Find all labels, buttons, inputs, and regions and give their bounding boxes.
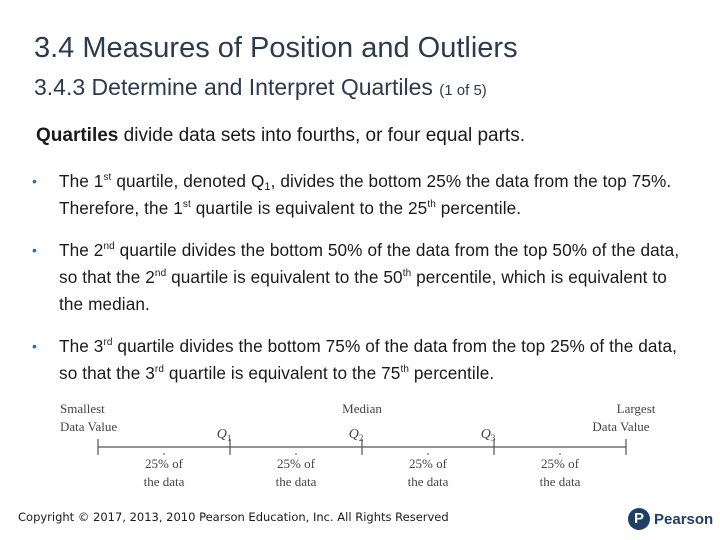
bullet-text-part: nd <box>154 268 167 279</box>
bullet-item <box>32 333 692 387</box>
median-label: Median <box>342 401 382 416</box>
bullet-text-part: , divides the bottom 25% the data from the top 75%. Therefore, the 1 <box>59 171 672 218</box>
bullet-text-part: th <box>427 199 436 210</box>
bullet-dot-icon: • <box>32 242 38 258</box>
quartile-letter: Q <box>480 427 491 442</box>
segment-label-line1: 25% of <box>409 456 447 471</box>
segment-label-line1: 25% of <box>145 456 183 471</box>
intro-term: Quartiles <box>36 125 119 146</box>
segment-label-line2: the data <box>407 474 449 489</box>
segment-label-line1: 25% of <box>541 456 579 471</box>
slide-subtitle <box>34 74 487 101</box>
subtitle-text: 3.4.3 Determine and Interpret Quartiles <box>34 74 433 100</box>
bullet-text-part: nd <box>103 241 115 252</box>
bullet-text-part: quartile, denoted Q <box>111 171 265 191</box>
bullet-text-part: th <box>400 364 409 375</box>
quartile-label <box>481 427 496 443</box>
quartile-diagram <box>50 395 680 500</box>
bullet-text-part: percentile, which is equivalent to the median. <box>59 267 667 314</box>
quartile-letter: Q <box>348 427 359 442</box>
bullet-text-part: percentile. <box>409 363 495 383</box>
bullet-item <box>32 237 692 318</box>
bullet-text-part: quartile is equivalent to the 50 <box>166 267 403 287</box>
bullet-text-part: rd <box>154 364 164 375</box>
bullet-dot-icon: • <box>32 338 38 354</box>
intro-rest: divide data sets into fourths, or four equal parts. <box>118 125 525 146</box>
bullet-text-part: quartile is equivalent to the 25 <box>190 198 428 218</box>
segment-label-line2: the data <box>275 474 317 489</box>
bullet-text-part: quartile divides the bottom 75% of the data from the top 25% of the data, so that the 3 <box>59 336 677 383</box>
bullet-list <box>32 168 692 387</box>
quartile-label <box>217 427 232 443</box>
bullet-text-part: 1 <box>264 181 271 193</box>
bullet-text-part: st <box>103 172 112 183</box>
right-end-label-line1: Largest <box>616 401 656 416</box>
bullet-text-part: quartile divides the bottom 50% of the data from the top 50% of the data, so that the 2 <box>59 240 680 287</box>
bullet-text-part: st <box>182 199 191 210</box>
bullet-item <box>32 168 692 222</box>
quartile-subscript: 3 <box>490 433 496 443</box>
right-end-label-line2: Data Value <box>592 419 650 434</box>
pearson-logo <box>628 508 713 530</box>
left-end-label-line1: Smallest <box>60 401 105 416</box>
bullet-text-part: quartile is equivalent to the 75 <box>164 363 401 383</box>
quartile-subscript: 2 <box>358 433 364 443</box>
pearson-wordmark: Pearson <box>654 510 714 528</box>
intro-text <box>36 125 525 147</box>
bullet-text-part: percentile. <box>435 198 522 218</box>
quartile-letter: Q <box>216 427 227 442</box>
slide-title: 3.4 Measures of Position and Outliers <box>34 32 518 64</box>
segment-label-line2: the data <box>143 474 185 489</box>
pearson-mark-icon: P <box>628 508 650 530</box>
bullet-text-part: The 3 <box>59 336 104 356</box>
segment-label-line2: the data <box>539 474 581 489</box>
left-end-label-line2: Data Value <box>60 419 118 434</box>
segment-label-line1: 25% of <box>277 456 315 471</box>
quartile-label <box>349 427 364 443</box>
bullet-text-part: th <box>402 268 412 279</box>
subtitle-count: (1 of 5) <box>439 82 487 99</box>
bullet-text-part: The 2 <box>59 240 104 260</box>
copyright: Copyright © 2017, 2013, 2010 Pearson Education, Inc. All Rights Reserved <box>18 510 449 524</box>
bullet-text-part: The 1 <box>59 171 104 191</box>
bullet-dot-icon: • <box>32 173 38 189</box>
quartile-subscript: 1 <box>226 433 232 443</box>
bullet-text-part: rd <box>103 337 113 348</box>
